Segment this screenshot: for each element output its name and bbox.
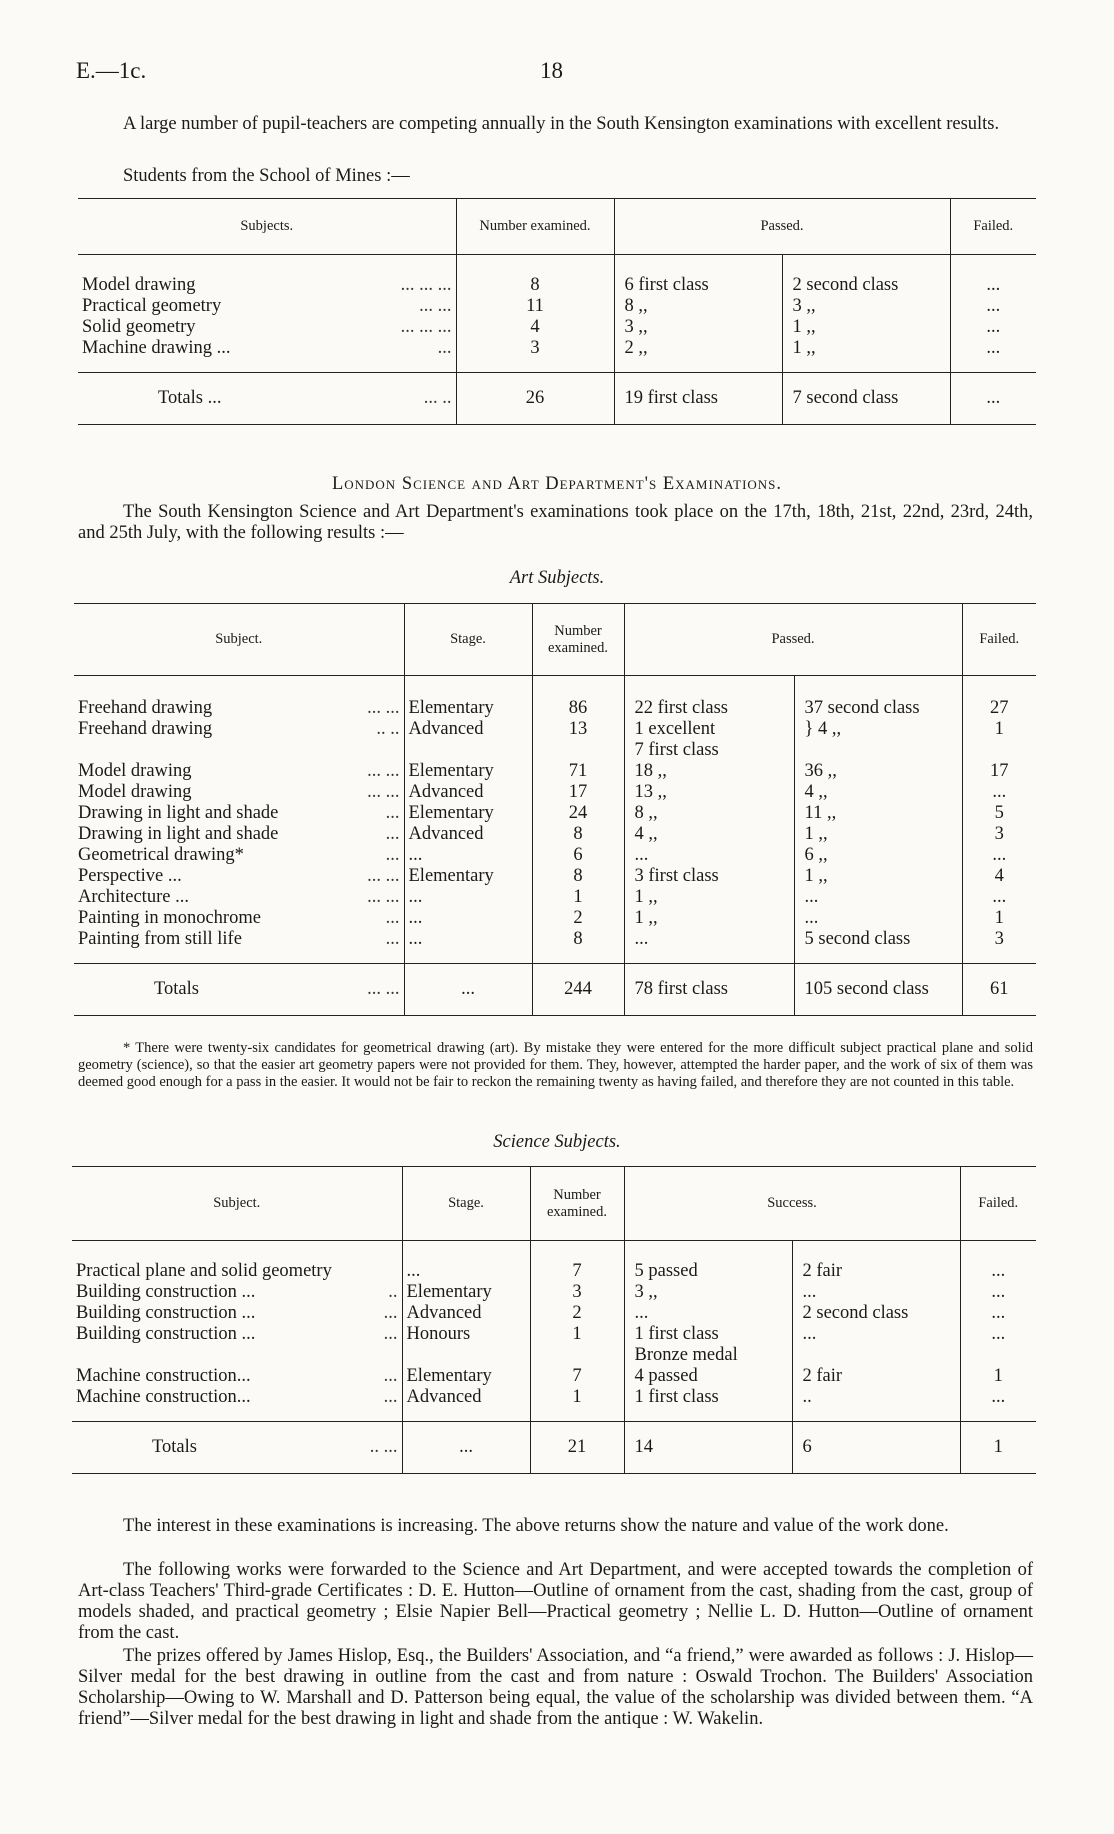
passed-primary-cell: 1 ,, — [624, 887, 794, 908]
subject-cell — [78, 338, 456, 359]
stage-cell: Elementary — [404, 866, 532, 887]
leader-dots: ... — [385, 844, 400, 865]
table-row — [74, 866, 1036, 887]
failed-cell: ... — [960, 1303, 1036, 1324]
science-rows — [72, 1241, 1036, 1474]
spacer-cell — [950, 255, 1036, 275]
subject-label: Drawing in light and shade — [78, 802, 279, 823]
art-header-passed: Passed. — [624, 604, 962, 676]
spacer-row — [78, 255, 1036, 275]
leader-dots: ... .. — [423, 388, 452, 408]
subject-label: Solid geometry — [82, 316, 196, 337]
leader-dots: ... — [385, 928, 400, 949]
passed-secondary-cell: 6 ,, — [794, 845, 962, 866]
failed-cell: 3 — [962, 929, 1036, 950]
stage-cell: ... — [402, 1261, 530, 1282]
london-paragraph: The South Kensington Science and Art Department's examinations took place on the 17th, 18th, 21st, 22nd, 23rd, 24th, and 25th July, with the following results :— — [78, 502, 1033, 543]
table-row — [74, 803, 1036, 824]
table-row — [74, 782, 1036, 803]
passed-secondary-cell: 1 ,, — [782, 338, 950, 359]
spacer-row — [72, 1408, 1036, 1422]
leader-dots: .. — [388, 1281, 398, 1302]
failed-cell: ... — [962, 782, 1036, 803]
stage-cell: Elementary — [402, 1366, 530, 1387]
subject-label: Geometrical drawing* — [78, 844, 244, 865]
table-row — [72, 1261, 1036, 1282]
totals-passed-primary-cell: 19 first class — [614, 373, 782, 425]
number-cell: 1 — [530, 1324, 624, 1366]
subject-cell — [74, 782, 404, 803]
passed-primary-cell: 8 ,, — [624, 803, 794, 824]
passed-secondary-cell: .. — [792, 1387, 960, 1408]
totals-label-cell — [74, 964, 404, 1016]
failed-cell: ... — [950, 275, 1036, 296]
totals-number-cell: 26 — [456, 373, 614, 425]
science-header-subject: Subject. — [213, 1195, 261, 1211]
art-header-failed: Failed. — [962, 604, 1036, 676]
spacer-cell — [962, 676, 1036, 698]
totals-label-cell — [72, 1422, 402, 1474]
totals-label: Totals ... — [158, 388, 222, 408]
subject-cell — [72, 1366, 402, 1387]
passed-secondary-cell: 2 second class — [792, 1303, 960, 1324]
passed-secondary-cell: 5 second class — [794, 929, 962, 950]
closing-paragraph-2: The following works were forwarded to the Science and Art Department, and were accepted towards the completion of Art-class Teachers' Third-grade Certificates : D. E. Hutton—Outline of ornament from the cast, shading from the cast, group of models shaded, and practical geometry ; Elsie Napier Bell—Practical geometry ; Nellie L. D. Hutton—Outline of ornament from the cast. — [78, 1560, 1033, 1643]
totals-number-cell: 21 — [530, 1422, 624, 1474]
totals-failed-cell: 1 — [960, 1422, 1036, 1474]
subject-label: Practical geometry — [82, 295, 222, 316]
leader-dots: ... ... ... — [400, 316, 452, 337]
spacer-cell — [402, 1408, 530, 1422]
london-heading: London Science and Art Department's Examinations. — [331, 474, 783, 494]
passed-secondary-cell: 37 second class — [794, 698, 962, 719]
subject-label: Machine construction... — [76, 1386, 251, 1407]
table-row — [74, 845, 1036, 866]
passed-secondary-cell: 2 fair — [792, 1366, 960, 1387]
failed-cell: ... — [962, 845, 1036, 866]
failed-cell: 3 — [962, 824, 1036, 845]
subject-label: Architecture ... — [78, 886, 189, 907]
subject-label: Perspective ... — [78, 865, 182, 886]
subject-label: Machine drawing ... — [82, 337, 231, 358]
stage-cell: ... — [404, 887, 532, 908]
stage-cell: Elementary — [404, 803, 532, 824]
totals-passed-primary-cell: 78 first class — [624, 964, 794, 1016]
number-cell: 2 — [530, 1303, 624, 1324]
totals-row — [72, 1422, 1036, 1474]
leader-dots: ... — [383, 1302, 398, 1323]
passed-primary-cell: ... — [624, 1303, 792, 1324]
failed-cell: 1 — [962, 908, 1036, 929]
spacer-cell — [794, 950, 962, 964]
science-header-stage: Stage. — [402, 1167, 530, 1241]
spacer-cell — [74, 950, 404, 964]
leader-dots: ... ... ... — [400, 274, 452, 295]
passed-secondary-cell: 2 fair — [792, 1261, 960, 1282]
spacer-cell — [614, 255, 782, 275]
spacer-cell — [960, 1241, 1036, 1261]
spacer-cell — [782, 359, 950, 373]
passed-secondary-cell: ... — [794, 887, 962, 908]
spacer-cell — [624, 1241, 792, 1261]
table-row — [74, 929, 1036, 950]
mines-table — [78, 198, 1036, 425]
stage-cell: Honours — [402, 1324, 530, 1366]
spacer-cell — [950, 359, 1036, 373]
subject-cell — [78, 317, 456, 338]
passed-primary-cell: 18 ,, — [624, 761, 794, 782]
science-header-number: Number examined. — [530, 1167, 624, 1241]
science-caption: Science Subjects. — [493, 1132, 621, 1152]
totals-number-cell: 244 — [532, 964, 624, 1016]
art-caption: Art Subjects. — [509, 568, 605, 588]
subject-cell — [78, 275, 456, 296]
totals-row — [78, 373, 1036, 425]
number-cell: 8 — [532, 824, 624, 845]
number-cell: 2 — [532, 908, 624, 929]
failed-cell: 5 — [962, 803, 1036, 824]
number-cell: 24 — [532, 803, 624, 824]
spacer-cell — [530, 1241, 624, 1261]
spacer-cell — [78, 359, 456, 373]
failed-cell: 17 — [962, 761, 1036, 782]
number-cell: 3 — [456, 338, 614, 359]
stage-cell: Elementary — [404, 698, 532, 719]
number-cell: 17 — [532, 782, 624, 803]
table-row — [78, 317, 1036, 338]
leader-dots: ... ... — [367, 697, 400, 718]
number-cell: 8 — [532, 929, 624, 950]
failed-cell: ... — [960, 1324, 1036, 1366]
totals-passed-primary-cell: 14 — [624, 1422, 792, 1474]
mines-header-passed: Passed. — [614, 199, 950, 255]
table-row — [74, 698, 1036, 719]
leader-dots: ... — [385, 907, 400, 928]
leader-dots: ... ... — [367, 865, 400, 886]
number-cell: 4 — [456, 317, 614, 338]
subject-cell — [72, 1324, 402, 1366]
table-row — [72, 1324, 1036, 1366]
subject-label: Building construction ... — [76, 1281, 256, 1302]
stage-cell: Elementary — [402, 1282, 530, 1303]
passed-primary-cell: 13 ,, — [624, 782, 794, 803]
science-header-failed: Failed. — [960, 1167, 1036, 1241]
spacer-cell — [456, 255, 614, 275]
table-row — [74, 719, 1036, 761]
totals-stage-cell: ... — [404, 964, 532, 1016]
subject-cell — [74, 887, 404, 908]
table-row — [74, 761, 1036, 782]
stage-cell: Elementary — [404, 761, 532, 782]
leader-dots: ... ... — [367, 886, 400, 907]
passed-primary-cell: 4 passed — [624, 1366, 792, 1387]
stage-cell: Advanced — [404, 719, 532, 761]
subject-cell — [74, 698, 404, 719]
mines-intro: Students from the School of Mines :— — [123, 166, 410, 186]
failed-cell: ... — [950, 338, 1036, 359]
passed-primary-cell: 3 first class — [624, 866, 794, 887]
passed-primary-cell: 1 first class — [624, 1387, 792, 1408]
spacer-cell — [614, 359, 782, 373]
passed-primary-cell: 6 first class — [614, 275, 782, 296]
subject-label: Building construction ... — [76, 1323, 256, 1344]
failed-cell: 27 — [962, 698, 1036, 719]
mines-header-failed: Failed. — [950, 199, 1036, 255]
spacer-row — [78, 359, 1036, 373]
spacer-cell — [74, 676, 404, 698]
art-rows — [74, 676, 1036, 1016]
leader-dots: ... ... — [419, 295, 452, 316]
science-table — [72, 1166, 1036, 1474]
document-code: E.—1c. — [76, 58, 147, 83]
closing-paragraph-3: The prizes offered by James Hislop, Esq., the Builders' Association, and “a friend,” were awarded as follows : J. Hislop—Silver medal for the best drawing in outline from the cast and from nature : Oswald Trochon. The Builders' Association Scholarship—Owing to W. Marshall and D. Patterson being equal, the value of the scholarship was divided between them. “A friend”—Silver medal for the best drawing in light and shade from the antique : W. Wakelin. — [78, 1646, 1033, 1729]
passed-primary-cell: 1 first class Bronze medal — [624, 1324, 792, 1366]
subject-cell — [74, 719, 404, 761]
number-cell: 1 — [530, 1387, 624, 1408]
table-row — [74, 824, 1036, 845]
passed-secondary-cell: 1 ,, — [782, 317, 950, 338]
failed-cell: ... — [960, 1387, 1036, 1408]
totals-passed-secondary-cell: 6 — [792, 1422, 960, 1474]
footnote: * There were twenty-six candidates for geometrical drawing (art). By mistake they were entered for the more difficult subject practical plane and solid geometry (science), so that the easier art geometry papers were not provided for them. They, however, attempted the harder paper, and the work of six of them was deemed good enough for a pass in the easier. It would not be fair to reckon the remaining twenty as having failed, and therefore they are not counted in this table. — [78, 1040, 1033, 1090]
passed-secondary-cell: 36 ,, — [794, 761, 962, 782]
leader-dots: ... ... — [367, 979, 400, 999]
spacer-cell — [530, 1408, 624, 1422]
totals-failed-cell: ... — [950, 373, 1036, 425]
table-row — [78, 275, 1036, 296]
spacer-cell — [402, 1241, 530, 1261]
passed-primary-cell: 5 passed — [624, 1261, 792, 1282]
subject-label: Drawing in light and shade — [78, 823, 279, 844]
spacer-cell — [404, 950, 532, 964]
passed-secondary-cell: 2 second class — [782, 275, 950, 296]
leader-dots: .. ... — [369, 1437, 398, 1457]
passed-secondary-cell: 3 ,, — [782, 296, 950, 317]
totals-stage-cell: ... — [402, 1422, 530, 1474]
number-cell: 71 — [532, 761, 624, 782]
subject-cell — [74, 845, 404, 866]
failed-cell: ... — [960, 1282, 1036, 1303]
passed-secondary-cell: ... — [792, 1324, 960, 1366]
failed-cell: ... — [950, 296, 1036, 317]
passed-secondary-cell: 4 ,, — [794, 782, 962, 803]
table-row — [74, 887, 1036, 908]
number-cell: 7 — [530, 1366, 624, 1387]
passed-primary-cell: 2 ,, — [614, 338, 782, 359]
totals-row — [74, 964, 1036, 1016]
leader-dots: ... — [437, 337, 452, 358]
subject-cell — [72, 1387, 402, 1408]
passed-secondary-cell: 1 ,, — [794, 866, 962, 887]
subject-label: Painting in monochrome — [78, 907, 261, 928]
subject-label: Freehand drawing — [78, 718, 213, 739]
failed-cell: ... — [950, 317, 1036, 338]
passed-secondary-cell: } 4 ,, — [794, 719, 962, 761]
number-cell: 7 — [530, 1261, 624, 1282]
failed-cell: 1 — [960, 1366, 1036, 1387]
table-row — [78, 338, 1036, 359]
number-cell: 8 — [456, 275, 614, 296]
number-cell: 86 — [532, 698, 624, 719]
totals-passed-secondary-cell: 7 second class — [782, 373, 950, 425]
subject-cell — [74, 929, 404, 950]
stage-cell: ... — [404, 845, 532, 866]
subject-label: Freehand drawing — [78, 697, 213, 718]
stage-cell: Advanced — [404, 782, 532, 803]
subject-label: Building construction ... — [76, 1302, 256, 1323]
stage-cell: ... — [404, 929, 532, 950]
spacer-cell — [962, 950, 1036, 964]
subject-cell — [72, 1303, 402, 1324]
spacer-cell — [624, 1408, 792, 1422]
spacer-cell — [794, 676, 962, 698]
passed-primary-cell: 4 ,, — [624, 824, 794, 845]
passed-primary-cell: 3 ,, — [624, 1282, 792, 1303]
subject-cell — [72, 1261, 402, 1282]
number-cell: 3 — [530, 1282, 624, 1303]
subject-cell — [74, 866, 404, 887]
totals-passed-secondary-cell: 105 second class — [794, 964, 962, 1016]
stage-cell: ... — [404, 908, 532, 929]
art-table — [74, 603, 1036, 1016]
art-header-number: Number examined. — [532, 604, 624, 676]
art-header-subject: Subject. — [215, 631, 263, 647]
spacer-cell — [792, 1241, 960, 1261]
passed-primary-cell: ... — [624, 845, 794, 866]
page-number: 18 — [540, 58, 563, 83]
passed-primary-cell: 3 ,, — [614, 317, 782, 338]
spacer-row — [74, 676, 1036, 698]
totals-label: Totals — [152, 1437, 197, 1457]
number-cell: 6 — [532, 845, 624, 866]
totals-failed-cell: 61 — [962, 964, 1036, 1016]
leader-dots: ... — [385, 802, 400, 823]
subject-cell — [72, 1282, 402, 1303]
number-cell: 1 — [532, 887, 624, 908]
spacer-cell — [792, 1408, 960, 1422]
spacer-cell — [72, 1408, 402, 1422]
passed-primary-cell: 1 ,, — [624, 908, 794, 929]
table-row — [72, 1282, 1036, 1303]
spacer-cell — [624, 676, 794, 698]
passed-primary-cell: ... — [624, 929, 794, 950]
passed-secondary-cell: 1 ,, — [794, 824, 962, 845]
spacer-cell — [782, 255, 950, 275]
table-row — [74, 908, 1036, 929]
table-row — [72, 1387, 1036, 1408]
leader-dots: ... — [383, 1386, 398, 1407]
subject-cell — [74, 761, 404, 782]
subject-label: Model drawing — [78, 760, 192, 781]
leader-dots: ... ... — [367, 781, 400, 802]
passed-secondary-cell: 11 ,, — [794, 803, 962, 824]
subject-cell — [74, 803, 404, 824]
spacer-cell — [72, 1241, 402, 1261]
subject-label: Model drawing — [82, 274, 196, 295]
number-cell: 13 — [532, 719, 624, 761]
spacer-cell — [404, 676, 532, 698]
spacer-cell — [78, 255, 456, 275]
closing-paragraph-1: The interest in these examinations is increasing. The above returns show the nature and value of the work done. — [123, 1516, 949, 1536]
table-row — [72, 1303, 1036, 1324]
stage-cell: Advanced — [402, 1303, 530, 1324]
number-cell: 8 — [532, 866, 624, 887]
number-cell: 11 — [456, 296, 614, 317]
failed-cell: ... — [962, 887, 1036, 908]
failed-cell: 4 — [962, 866, 1036, 887]
totals-label: Totals — [154, 979, 199, 999]
stage-cell: Advanced — [404, 824, 532, 845]
passed-primary-cell: 22 first class — [624, 698, 794, 719]
passed-primary-cell: 1 excellent 7 first class — [624, 719, 794, 761]
mines-header-number: Number examined. — [456, 199, 614, 255]
table-row — [78, 296, 1036, 317]
leader-dots: ... — [383, 1365, 398, 1386]
subject-cell — [74, 908, 404, 929]
passed-secondary-cell: ... — [794, 908, 962, 929]
subject-cell — [74, 824, 404, 845]
spacer-cell — [532, 676, 624, 698]
stage-cell: Advanced — [402, 1387, 530, 1408]
passed-primary-cell: 8 ,, — [614, 296, 782, 317]
leader-dots: ... — [383, 1323, 398, 1344]
subject-label: Model drawing — [78, 781, 192, 802]
leader-dots: .. .. — [376, 718, 400, 739]
table-row — [72, 1366, 1036, 1387]
subject-label: Practical plane and solid geometry — [76, 1260, 332, 1281]
leader-dots: ... — [385, 823, 400, 844]
subject-label: Painting from still life — [78, 928, 242, 949]
science-header-success: Success. — [624, 1167, 960, 1241]
spacer-cell — [532, 950, 624, 964]
subject-cell — [78, 296, 456, 317]
art-header-stage: Stage. — [404, 604, 532, 676]
totals-label-cell — [78, 373, 456, 425]
mines-header-subjects: Subjects. — [240, 218, 294, 234]
failed-cell: ... — [960, 1261, 1036, 1282]
spacer-row — [74, 950, 1036, 964]
spacer-row — [72, 1241, 1036, 1261]
passed-secondary-cell: ... — [792, 1282, 960, 1303]
spacer-cell — [624, 950, 794, 964]
spacer-cell — [960, 1408, 1036, 1422]
intro-paragraph: A large number of pupil-teachers are competing annually in the South Kensington examinations with excellent results. — [123, 114, 1000, 134]
subject-label: Machine construction... — [76, 1365, 251, 1386]
leader-dots: ... ... — [367, 760, 400, 781]
mines-rows — [78, 255, 1036, 425]
failed-cell: 1 — [962, 719, 1036, 761]
spacer-cell — [456, 359, 614, 373]
